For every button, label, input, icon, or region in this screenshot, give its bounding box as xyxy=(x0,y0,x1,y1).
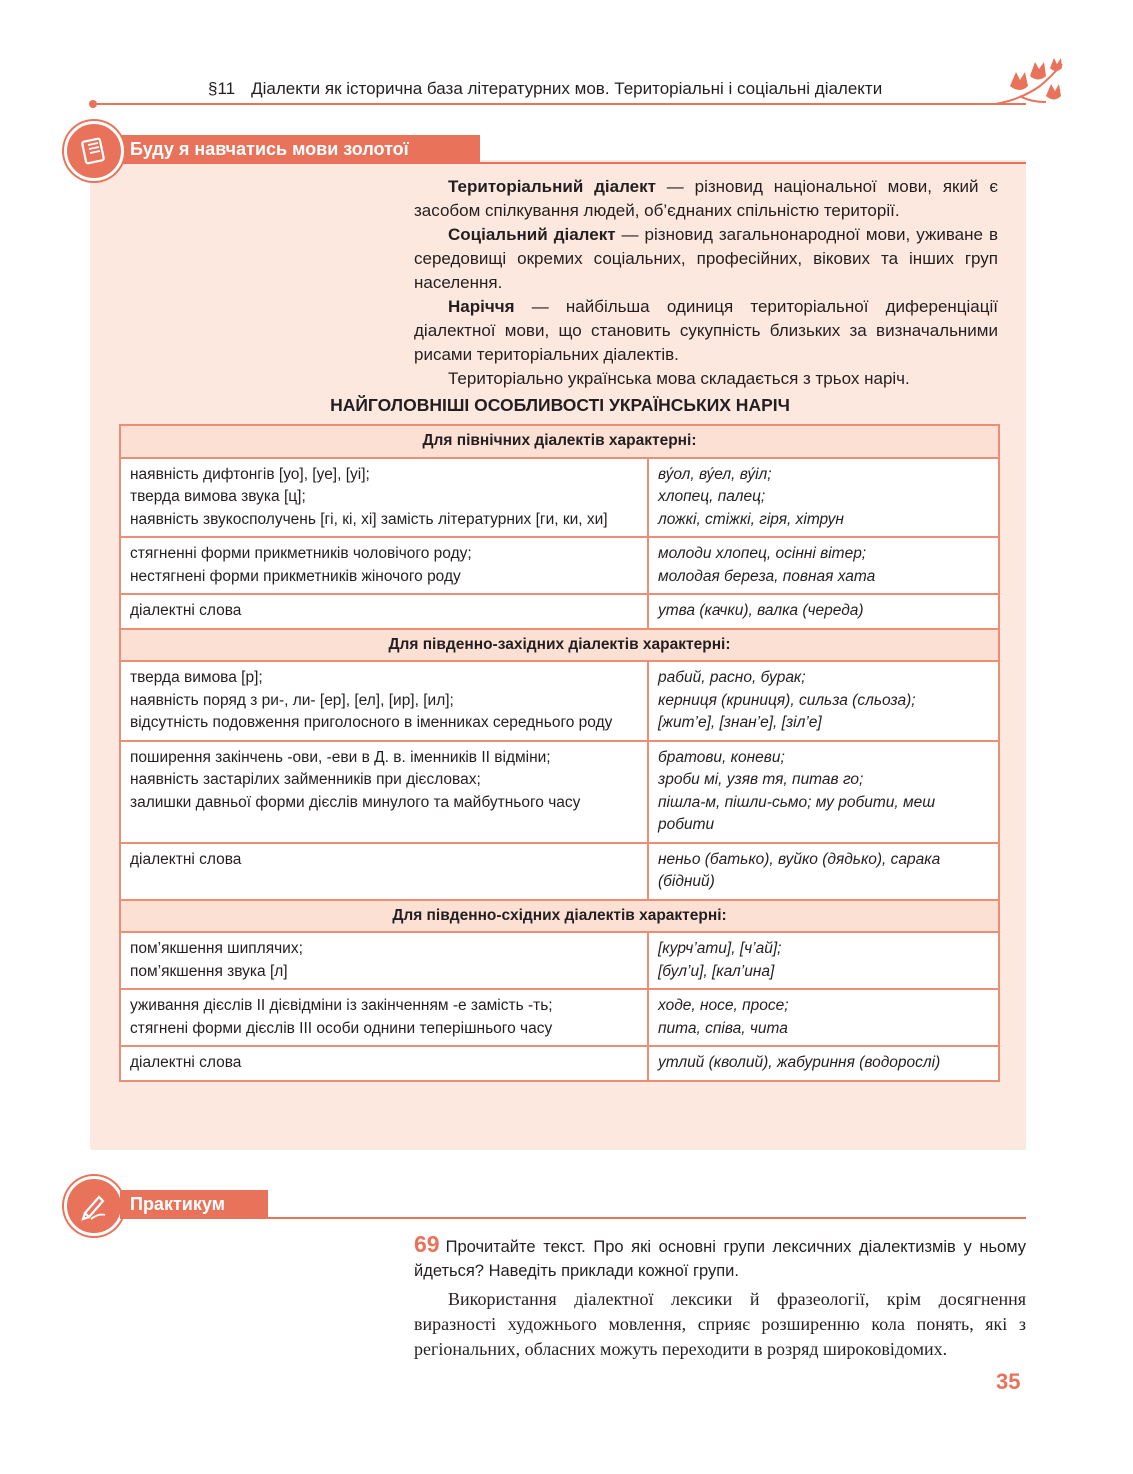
example-line: [курч’ати], [ч’ай]; xyxy=(658,940,782,957)
example-line: зроби мі, узяв тя, питав го; xyxy=(658,771,864,788)
practicum-rule xyxy=(268,1217,1026,1219)
practicum-title: Практикум xyxy=(120,1190,268,1219)
dialects-table xyxy=(119,424,1000,1082)
table-row xyxy=(120,537,999,594)
section-rule xyxy=(480,162,1026,164)
definition-summary: Територіально українська мова складається з трьох наріч. xyxy=(448,369,910,388)
example-line: ву́ол, ву́ел, ву́іл; xyxy=(658,465,772,483)
feature-line: пом’якшення звука [л] xyxy=(130,962,288,980)
feature-cell xyxy=(120,741,648,843)
feature-line: наявність звукосполучень [гі, кі, хі] замість літературних [ги, ки, хи] xyxy=(130,510,608,528)
example-cell xyxy=(648,741,999,843)
task-number: 69 xyxy=(414,1231,440,1257)
example-cell xyxy=(648,537,999,594)
section-heading: Для північних діалектів характерні: xyxy=(120,425,999,458)
example-cell xyxy=(648,458,999,538)
header-rule-dot xyxy=(89,100,97,108)
feature-cell xyxy=(120,537,648,594)
section-heading: Для південно-східних діалектів характерні: xyxy=(120,900,999,933)
feature-cell xyxy=(120,458,648,538)
section-heading: Для південно-західних діалектів характерні: xyxy=(120,629,999,662)
example-line: братови, коневи; xyxy=(658,748,785,766)
task-text: Прочитайте текст. Про які основні групи лексичних діалектизмів у ньому йдеться? Наведіть приклади кожної групи. xyxy=(414,1238,1026,1280)
feature-line: діалектні слова xyxy=(130,602,242,619)
example-cell xyxy=(648,989,999,1046)
example-cell xyxy=(648,661,999,741)
feature-line: залишки давньої форми дієслів минулого та майбутнього часу xyxy=(130,793,581,811)
table-title: НАЙГОЛОВНІШІ ОСОБЛИВОСТІ УКРАЇНСЬКИХ НАРІЧ xyxy=(330,395,790,415)
example-line: утва (качки), валка (череда) xyxy=(658,602,864,619)
feature-cell xyxy=(120,989,648,1046)
book-glyph xyxy=(77,134,111,168)
feature-line: нестягнені форми прикметників жіночого роду xyxy=(130,567,461,585)
header-rule xyxy=(93,103,1026,105)
definition-territorial: Територіальний діалект — різновид національної мови, який є засобом спілкування людей, об’єднаних спільністю території. xyxy=(414,177,998,220)
section-title: Буду я навчатись мови золотої xyxy=(120,135,480,164)
example-line: ложкі, стіжкі, гіря, хітрун xyxy=(658,510,844,528)
feature-line: тверда вимова звука [ц]; xyxy=(130,488,306,505)
table-section-header xyxy=(120,629,999,662)
definitions xyxy=(414,175,998,391)
example-line: неньо (батько), вуйко (дядько), сарака (бідний) xyxy=(658,850,941,890)
feature-line: діалектні слова xyxy=(130,850,242,868)
pen-hand-icon xyxy=(64,1176,124,1236)
feature-cell xyxy=(120,1046,648,1081)
example-line: молоди хлопец, осінні вітер; xyxy=(658,545,867,562)
example-line: керниця (криниця), сильза (сльоза); xyxy=(658,691,916,709)
table-row xyxy=(120,594,999,629)
table-row xyxy=(120,932,999,989)
table-row xyxy=(120,1046,999,1081)
example-line: хлопец, палец; xyxy=(658,488,766,505)
feature-cell xyxy=(120,594,648,629)
example-line: пішла-м, пішли-сьмо; му робити, меш робити xyxy=(658,793,936,833)
feature-line: пом’якшення шиплячих; xyxy=(130,940,303,957)
example-line: [бул’и], [кал’ина] xyxy=(658,962,775,980)
feature-line: уживання дієслів ІІ дієвідміни із закінченням -е замість -ть; xyxy=(130,997,553,1014)
feature-line: поширення закінчень -ови, -еви в Д. в. іменників ІІ відміни; xyxy=(130,748,551,766)
book-icon xyxy=(64,121,124,181)
example-line: рабий, расно, бурак; xyxy=(658,669,806,686)
definition-social: Соціальний діалект — різновид загальнонародної мови, уживане в середовищі окремих соціальних, професійних, вікових та інших груп населення. xyxy=(414,225,998,292)
table-row xyxy=(120,458,999,538)
table-row xyxy=(120,661,999,741)
reading-passage: Використання діалектної лексики й фразеології, крім досягнення виразності художнього мовлення, сприяє розширенню кола понять, які з регіональних, обласних можуть переходити в розряд широковідомих. xyxy=(414,1289,1026,1359)
feature-cell xyxy=(120,843,648,900)
chapter-title: Діалекти як історична база літературних мов. Територіальні і соціальні діалекти xyxy=(251,79,883,98)
feature-line: наявність дифтонгів [уо], [уе], [уі]; xyxy=(130,465,370,483)
example-cell xyxy=(648,932,999,989)
example-line: молодая береза, повная хата xyxy=(658,567,876,585)
example-cell xyxy=(648,1046,999,1081)
feature-line: стягнені форми дієслів ІІІ особи однини теперішнього часу xyxy=(130,1019,553,1037)
flower-ornament-icon xyxy=(990,56,1068,116)
paragraph-number: §11 xyxy=(208,79,236,98)
example-line: пита, співа, чита xyxy=(658,1019,788,1037)
task-instruction xyxy=(414,1232,1026,1283)
example-cell xyxy=(648,843,999,900)
example-line: [жит’е], [знан’е], [зіл’е] xyxy=(658,714,822,731)
table-section-header xyxy=(120,900,999,933)
feature-line: наявність поряд з ри-, ли- [ер], [ел], [ир], [ил]; xyxy=(130,691,454,709)
example-line: ходе, носе, просе; xyxy=(658,997,789,1014)
feature-line: відсутність подовження приголосного в іменниках середнього роду xyxy=(130,714,613,731)
definition-dialect-group: Наріччя — найбільша одиниця територіальної диференціації діалектної мови, що становить сукупність близьких за визначальними рисами територіальних діалектів. xyxy=(414,297,998,364)
table-section-header xyxy=(120,425,999,458)
pen-glyph xyxy=(77,1189,111,1223)
page-number: 35 xyxy=(996,1369,1021,1394)
feature-line: стягненні форми прикметників чоловічого роду; xyxy=(130,545,472,562)
table-row xyxy=(120,843,999,900)
running-header xyxy=(208,79,882,99)
feature-line: діалектні слова xyxy=(130,1054,242,1071)
feature-cell xyxy=(120,932,648,989)
feature-line: наявність застарілих займенників при дієсловах; xyxy=(130,771,481,788)
table-row xyxy=(120,989,999,1046)
feature-cell xyxy=(120,661,648,741)
example-line: утлий (кволий), жабуриння (водорослі) xyxy=(658,1054,941,1071)
feature-line: тверда вимова [р]; xyxy=(130,669,263,686)
table-row xyxy=(120,741,999,843)
example-cell xyxy=(648,594,999,629)
